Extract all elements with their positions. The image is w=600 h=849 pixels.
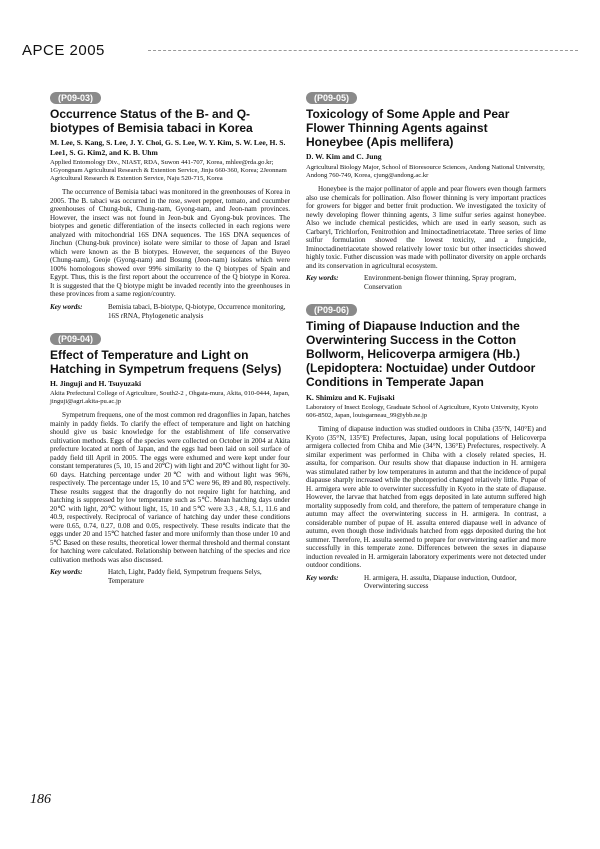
article-authors: D. W. Kim and C. Jung	[306, 152, 382, 162]
article-affiliation: Laboratory of Insect Ecology, Graduate School of Agriculture, Kyoto University, Kyoto 606-8502, Japan, louisgarneau_99@ybb.ne.jp	[306, 404, 538, 420]
article-p09-03	[50, 88, 290, 321]
article-abstract: Sympetrum frequens, one of the most common red dragonflies in Japan, hatches mainly in paddy fields. To clarify the effect of temperature and light on hatching should give us basic knowledge for the establishment of life conservative cultivation methods. Eggs of the species were collected on October in 2004 at Akita prefecture located at north of Japan, and the eggs had been laid on soil surface of paddy field till April in 2005. The eggs were exhumed and were kept under four constant temperatures (5, 10, 15 and 20℃) with light and 20℃ without light for 30-60 days. Hatching percentage under 20℃ with and without light was 96%, respectively. The percentage under 15, 10 and 5℃ were 96, 89 and 80, respectively. These results suggest that the dragonfly do not require light for hatching, and hatching is suppressed by low temperature such as 5℃. Mean hatching days under 20℃ with light, 20℃ without light, 15, 10 and 5℃ were 3.3 , 4.8, 5.1, 11.6 and 40.9, respectively. Reciprocal of variance of hatching day under these conditions were 0.65, 0.74, 0.27, 0.08 and 0.05, respectively. These results indicate that the eggs under 20 and 15℃ hatched faster and more uniformly than those under 10 and 5℃ Based on these results, theoretical lower thermal threshold and thermal constant for hatching were calculated. Relationship between hatching of the species and rice cultivation methods was also discussed.	[50, 411, 290, 564]
article-p09-06	[306, 300, 546, 592]
article-keywords	[50, 303, 290, 321]
page-number: 186	[30, 792, 51, 807]
article-abstract: Honeybee is the major pollinator of apple and pear flowers even though farmers also use chemicals for pollination. Also flower thinning is very important practices for growers for bigger and better fruit production. We investigated the toxicity of newly developing flower thinning agents, 3 lime sulfur series against honeybee. Also we include chemical pesticides, which are used in early season, such as Carbaryl, Trichlorfon, Fenitrothion and Iminoctadinetriacetate. Three series of lime sulfur formulation showed the lowest toxicity, and a fungicide, Iminoctadinetriacetate showed relatively lower toxic but other insecticides showed highly toxic. Futher discussion was made with pollinator diversity on apple orchards and its conservation in agricultural ecosystem.	[306, 185, 546, 270]
article-keywords	[50, 568, 290, 586]
article-p09-04	[50, 329, 290, 587]
article-title: Toxicology of Some Apple and Pear Flower Thinning Agents against Honeybee (Apis mellifera)	[306, 107, 510, 150]
keywords-label: Key words:	[306, 573, 339, 582]
article-authors: M. Lee, S. Kang, S. Lee, J. Y. Choi, G. S. Lee, W. Y. Kim, S. W. Lee, H. S. Lee1, S. G. Kim2, and K. B. Uhm	[50, 138, 286, 157]
right-column	[306, 88, 546, 599]
keywords-label: Key words:	[50, 302, 83, 311]
running-head: APCE 2005	[22, 42, 105, 59]
article-affiliation: Akita Prefectural College of Agriculture, South2-2 , Ohgata-mura, Akita, 010-0444, Japan, jinguji@agri.akita-pu.ac.jp	[50, 390, 290, 406]
article-p09-05	[306, 88, 546, 292]
keywords-text: Environment-benign flower thinning, Spray program, Conservation	[364, 274, 517, 291]
article-title: Timing of Diapause Induction and the Overwintering Success in the Cotton Bollworm, Helicoverpa armigera (Hb.) (Lepidoptera: Noctuidae) under Outdoor Conditions in Temperate Japan	[306, 318, 536, 390]
header-rule	[148, 50, 578, 51]
article-abstract: Timing of diapause induction was studied outdoors in Chiba (35°N, 140°E) and Kyoto (35°N, 135°E) Prefectures, Japan, using local populations of Helicoverpa armigera collected from Chiba and Mie (34°N, 136°E) Prefectures, respectively. A similar experiment was performed in Chiba with a closely related species, H. assulta, for comparison. Our results show that diapause induction in H. armigera was stimulated rather by low temperatures in autumn and that the incidence of pupal diapause sharply increased while the photoperiod changed relatively little. Pupae of H. armigera were able to overwinter successfully in Kyoto in the state of diapause. However, the larvae that hatched from eggs deposited in late autumn suffered high mortality supposedly from cold, and therefore, the pattern of temperature change in autumn may affect the overwintering success in H. armigera. In contrast, a considerable number of pupae of H. assulta entered diapause well in advance of autumn, even though those individuals hatched from eggs deposited during the hot summer. Therefore, H. assulta seemed to prepare for overwintering earlier and more successfully in this temperate zone. Differences between the sexes in diapause induction revealed in H. armigerain laboratory experiments were not detected under outdoor conditions.	[306, 425, 546, 570]
article-authors: K. Shimizu and K. Fujisaki	[306, 392, 395, 402]
article-authors: H. Jinguji and H. Tsuyuzaki	[50, 378, 142, 388]
keywords-label: Key words:	[306, 274, 339, 283]
article-title: Effect of Temperature and Light on Hatching in Sympetrum frequens (Selys)	[50, 347, 282, 376]
keywords-text: Hatch, Light, Paddy field, Sympetrum frequens Selys, Temperature	[108, 568, 262, 586]
article-code-badge: (P09-04)	[50, 333, 101, 345]
article-keywords	[306, 574, 546, 592]
article-abstract: The occurrence of Bemisia tabaci was monitored in the greenhouses of Korea in 2005. The B. tabaci was occurred in the rose, sweet pepper, tomato, and cucumber greenhouses of Chung-buk, Chung-nam, Gyong-nam, and Jeon-nam provinces. However, the insect was not found in Jeon-buk and Gyong-buk provinces. The biotypes and genetic differentiation of the insects collected in each regions were analyzed with mitochondrial 16S DNA sequences. The 16S DNA sequences of Jinchun (Chung-buk province) isolate were similar to those of Japan and Israel which were known as the B biotypes. However, the sequences of the Buyeo (Chung-nam), Geoje (Gyong-nam) and Bosung (Jeon-nam) isolates which were 100% homologous showed over 99% similarity to the Q biotypes of Spain and Egypt. Thus, this is the first report about the occurrence of the Q biotype in Korea. It is suggested that the Q biotype might be invaded recently into the greenhouses in these provinces from a same region/country.	[50, 188, 290, 299]
article-code-badge: (P09-05)	[306, 92, 357, 104]
left-column	[50, 88, 290, 594]
article-affiliation: Applied Entomology Div., NIAST, RDA, Suwon 441-707, Korea, mhlee@rda.go.kr; 1Gyongnam Agricultural Research & Extention Service, Jinju 660-360, Korea; 2Jeonnam Agricultural Research & Extention Service, Naju 520-715, Korea	[50, 159, 287, 183]
article-title: Occurrence Status of the B- and Q-biotypes of Bemisia tabaci in Korea	[50, 107, 253, 136]
keywords-label: Key words:	[50, 568, 83, 577]
article-code-badge: (P09-06)	[306, 304, 357, 316]
article-code-badge: (P09-03)	[50, 92, 101, 104]
article-keywords	[306, 274, 546, 292]
keywords-text: Bemisia tabaci, B-biotype, Q-biotype, Occurrence monitoring, 16S rRNA, Phylogenetic analysis	[108, 302, 286, 320]
article-affiliation: Agricultural Biology Major, School of Bioresource Sciences, Andong National University, Andong 760-749, Korea, cjung@andong.ac.kr	[306, 163, 545, 179]
keywords-text: H. armigera, H. assulta, Diapause induction, Outdoor, Overwintering success	[364, 573, 517, 591]
